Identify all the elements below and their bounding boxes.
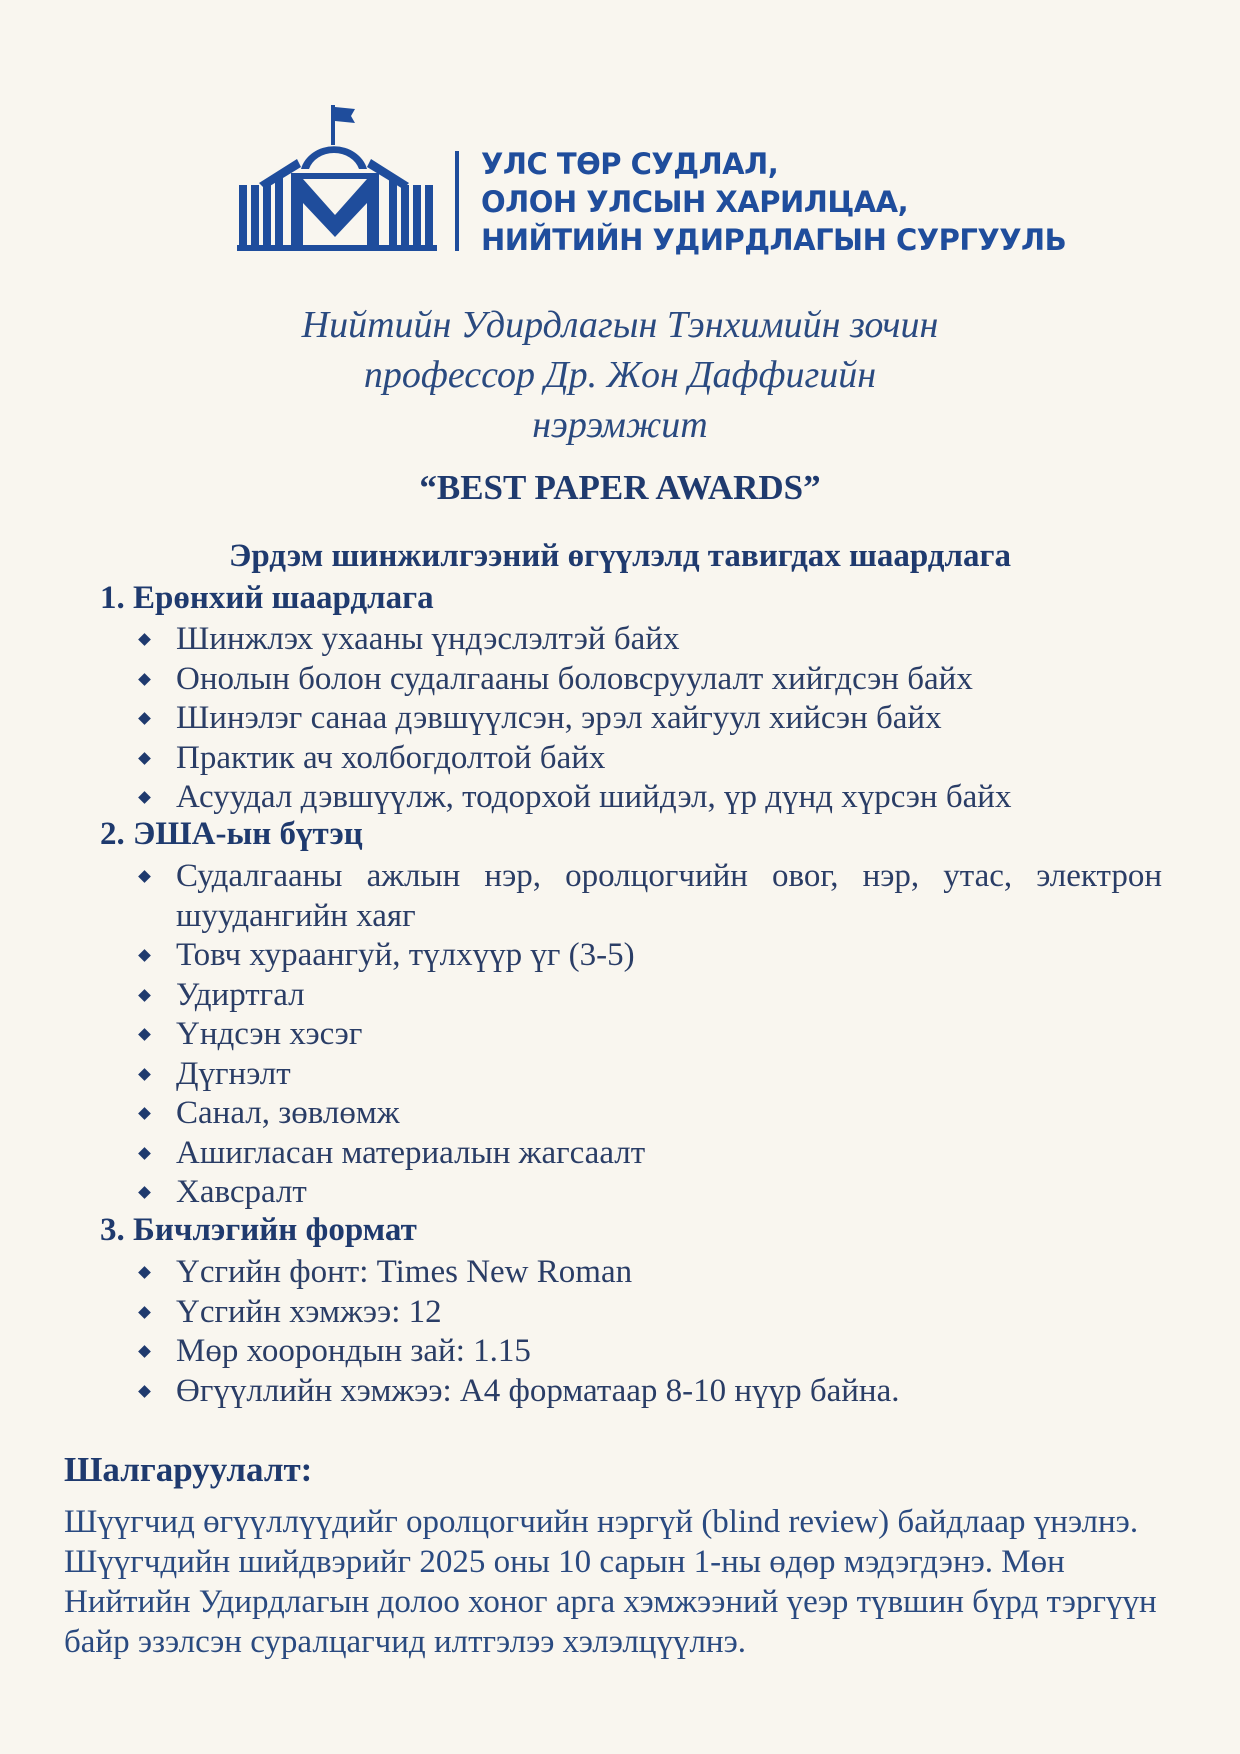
bullet-icon [138, 752, 151, 765]
list-item: Асуудал дэвшүүлж, тодорхой шийдэл, үр дүнд хүрсэн байх [140, 778, 1162, 818]
bullet-icon [138, 1186, 151, 1199]
bullet-icon [138, 1147, 151, 1160]
bullet-icon [138, 1068, 151, 1081]
general-requirements-list [140, 620, 1162, 818]
award-title: “BEST PAPER AWARDS” [419, 468, 821, 507]
award-subtitle [0, 300, 1240, 450]
bullet-icon [138, 989, 151, 1002]
bullet-icon [138, 1345, 151, 1358]
list-item: Үсгийн хэмжээ: 12 [140, 1293, 1162, 1333]
parliament-building-icon [237, 103, 437, 253]
list-item: Хавсралт [140, 1173, 1162, 1213]
bullet-icon [138, 1306, 151, 1319]
list-item: Ашигласан материалын жагсаалт [140, 1134, 1162, 1174]
subtitle-line-1: Нийтийн Удирдлагын Тэнхимийн зочин [301, 304, 939, 346]
logo-wordmark [481, 145, 1066, 259]
section-heading-format: 3. Бичлэгийн формат [100, 1212, 417, 1248]
section-heading-general: 1. Ерөнхий шаардлага [100, 580, 434, 616]
logo-line-3: НИЙТИЙН УДИРДЛАГЫН СУРГУУЛЬ [481, 223, 1067, 257]
section-heading-structure: 2. ЭША-ын бүтэц [100, 816, 363, 852]
selection-body: Шүүгчид өгүүллүүдийг оролцогчийн нэргүй (blind review) байдлаар үнэлнэ. Шүүгчдийн шийдвэрийг 2025 оны 10 сарын 1-ны өдөр мэдэгдэнэ. Мөн Нийтийн Удирдлагын долоо хоног арга хэмжээний үеэр түвшин бүрд тэргүүн байр эзэлсэн суралцагчид илтгэлээ хэлэлцүүлнэ. [64, 1504, 1157, 1660]
list-item: Шинэлэг санаа дэвшүүлсэн, эрэл хайгуул хийсэн байх [140, 699, 1162, 739]
subtitle-line-2: профессор Др. Жон Даффигийн [363, 354, 877, 396]
bullet-icon [138, 870, 151, 883]
list-item: Үсгийн фонт: Times New Roman [140, 1253, 1162, 1293]
list-item: Мөр хоорондын зай: 1.15 [140, 1332, 1162, 1372]
list-item: Товч хураангуй, түлхүүр үг (3-5) [140, 936, 1162, 976]
bullet-icon [138, 1028, 151, 1041]
bullet-icon [138, 791, 151, 804]
selection-title: Шалгаруулалт: [64, 1450, 313, 1489]
bullet-icon [138, 712, 151, 725]
bullet-icon [138, 1266, 151, 1279]
bullet-icon [138, 673, 151, 686]
institution-logo [237, 103, 1067, 257]
list-item: Өгүүллийн хэмжээ: А4 форматаар 8-10 нүүр байна. [140, 1372, 1162, 1412]
bullet-icon [138, 949, 151, 962]
structure-list [140, 857, 1162, 1213]
logo-line-1: УЛС ТӨР СУДЛАЛ, [481, 147, 779, 181]
bullet-icon [138, 1107, 151, 1120]
list-item: Удиртгал [140, 976, 1162, 1016]
logo-line-2: ОЛОН УЛСЫН ХАРИЛЦАА, [481, 185, 909, 219]
list-item: Судалгааны ажлын нэр, оролцогчийн овог, нэр, утас, электрон шуудангийн хаяг [140, 857, 1162, 936]
format-list [140, 1253, 1162, 1411]
list-item: Дүгнэлт [140, 1055, 1162, 1095]
bullet-icon [138, 633, 151, 646]
list-item: Практик ач холбогдолтой байх [140, 739, 1162, 779]
requirements-title: Эрдэм шинжилгээний өгүүлэлд тавигдах шаардлага [229, 538, 1011, 574]
list-item: Онолын болон судалгааны боловсруулалт хийгдсэн байх [140, 660, 1162, 700]
logo-divider [455, 151, 459, 251]
list-item: Санал, зөвлөмж [140, 1094, 1162, 1134]
subtitle-line-3: нэрэмжит [532, 404, 708, 446]
list-item: Шинжлэх ухааны үндэслэлтэй байх [140, 620, 1162, 660]
list-item: Үндсэн хэсэг [140, 1015, 1162, 1055]
bullet-icon [138, 1385, 151, 1398]
